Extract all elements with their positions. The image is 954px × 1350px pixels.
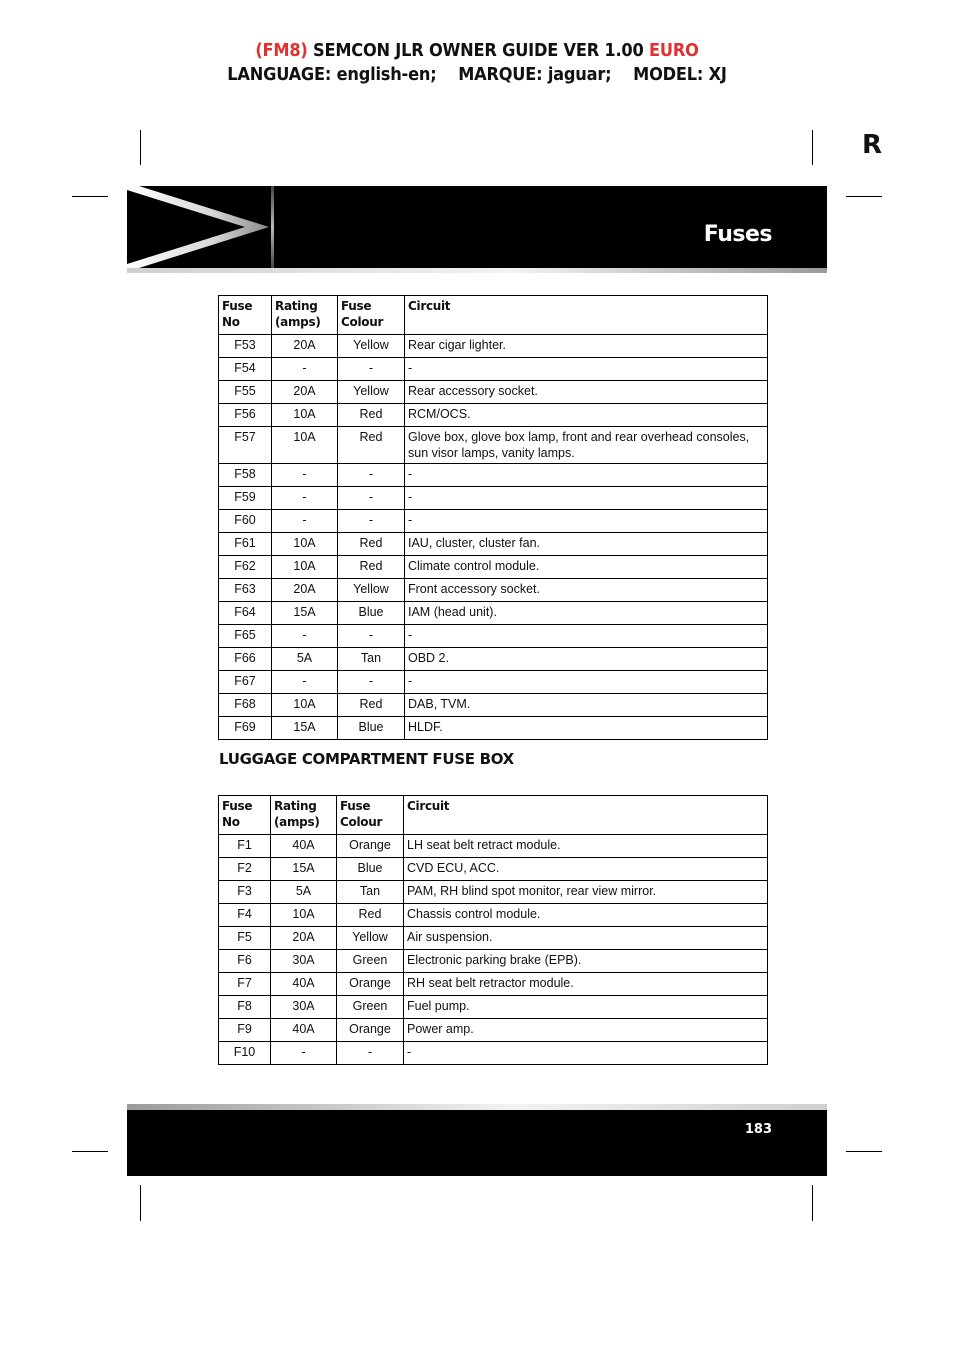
header-fuse-colour: Fuse Colour: [338, 296, 405, 335]
cell-rating: 10A: [272, 556, 338, 579]
cell-rating: -: [272, 464, 338, 487]
crop-mark: [72, 1151, 108, 1152]
crop-mark: [140, 130, 141, 165]
cell-circuit: Rear accessory socket.: [405, 381, 768, 404]
doc-header-main: SEMCON JLR OWNER GUIDE VER 1.00: [307, 40, 650, 61]
cell-circuit: -: [405, 487, 768, 510]
cell-fuse-colour: Blue: [337, 858, 404, 881]
cell-rating: 40A: [271, 1019, 337, 1042]
doc-header-line1: [0, 40, 954, 61]
header-fuse-no: Fuse No: [219, 796, 271, 835]
table-row: [219, 381, 768, 404]
cell-rating: 15A: [271, 858, 337, 881]
cell-circuit: -: [405, 510, 768, 533]
cell-circuit: OBD 2.: [405, 648, 768, 671]
cell-rating: 15A: [272, 717, 338, 740]
cell-fuse-colour: Blue: [338, 602, 405, 625]
cell-circuit: Climate control module.: [405, 556, 768, 579]
cell-fuse-no: F1: [219, 835, 271, 858]
cell-fuse-colour: Red: [338, 533, 405, 556]
cell-rating: 20A: [272, 579, 338, 602]
cell-fuse-no: F67: [219, 671, 272, 694]
cell-fuse-colour: Red: [338, 404, 405, 427]
table-header-row: [219, 296, 768, 335]
cell-fuse-colour: -: [338, 671, 405, 694]
crop-mark: [812, 130, 813, 165]
cell-fuse-colour: Yellow: [338, 335, 405, 358]
header-fuse-colour: Fuse Colour: [337, 796, 404, 835]
table-row: [219, 950, 768, 973]
crop-mark: [812, 1185, 813, 1221]
cell-circuit: -: [405, 671, 768, 694]
cell-fuse-no: F54: [219, 358, 272, 381]
cell-fuse-no: F69: [219, 717, 272, 740]
cell-fuse-no: F68: [219, 694, 272, 717]
cell-circuit: RH seat belt retractor module.: [404, 973, 768, 996]
table-row: [219, 625, 768, 648]
header-fuse-no: Fuse No: [219, 296, 272, 335]
cell-fuse-colour: Orange: [337, 973, 404, 996]
table-row: [219, 835, 768, 858]
crop-mark: [846, 196, 882, 197]
cell-circuit: DAB, TVM.: [405, 694, 768, 717]
cell-fuse-colour: -: [338, 510, 405, 533]
cell-rating: -: [272, 625, 338, 648]
header-divider: [271, 186, 274, 268]
table-row: [219, 648, 768, 671]
cell-fuse-no: F10: [219, 1042, 271, 1065]
table-row: [219, 717, 768, 740]
table-row: [219, 671, 768, 694]
section-header-band: [127, 186, 827, 268]
cell-fuse-colour: Red: [338, 556, 405, 579]
cell-rating: -: [272, 487, 338, 510]
cell-fuse-no: F58: [219, 464, 272, 487]
table-row: [219, 1019, 768, 1042]
table-row: [219, 858, 768, 881]
cell-circuit: Fuel pump.: [404, 996, 768, 1019]
cell-rating: 10A: [272, 694, 338, 717]
cell-circuit: -: [404, 1042, 768, 1065]
luggage-fuse-box-heading: LUGGAGE COMPARTMENT FUSE BOX: [219, 750, 514, 768]
table-row: [219, 510, 768, 533]
cell-circuit: -: [405, 464, 768, 487]
cell-circuit: Rear cigar lighter.: [405, 335, 768, 358]
table-row: [219, 904, 768, 927]
cell-fuse-colour: -: [338, 464, 405, 487]
cell-fuse-colour: -: [338, 625, 405, 648]
passenger-fuse-table: [218, 295, 768, 740]
cell-rating: 20A: [271, 927, 337, 950]
cell-fuse-no: F56: [219, 404, 272, 427]
cell-fuse-colour: Orange: [337, 1019, 404, 1042]
header-rating: Rating (amps): [271, 796, 337, 835]
cell-rating: 40A: [271, 835, 337, 858]
table-header-row: [219, 796, 768, 835]
cell-fuse-no: F5: [219, 927, 271, 950]
cell-fuse-no: F61: [219, 533, 272, 556]
cell-fuse-colour: -: [338, 487, 405, 510]
cell-fuse-no: F9: [219, 1019, 271, 1042]
cell-fuse-colour: Red: [338, 427, 405, 464]
cell-rating: -: [272, 510, 338, 533]
cell-fuse-colour: Orange: [337, 835, 404, 858]
cell-fuse-no: F63: [219, 579, 272, 602]
doc-header-line2: LANGUAGE: english-en; MARQUE: jaguar; MODEL: XJ: [227, 64, 727, 85]
cell-rating: 20A: [272, 381, 338, 404]
cell-circuit: Electronic parking brake (EPB).: [404, 950, 768, 973]
cell-circuit: RCM/OCS.: [405, 404, 768, 427]
cell-fuse-no: F8: [219, 996, 271, 1019]
crop-mark: [140, 1185, 141, 1221]
table-row: [219, 694, 768, 717]
cell-fuse-colour: Green: [337, 996, 404, 1019]
table-row: [219, 881, 768, 904]
table-row: [219, 1042, 768, 1065]
cell-fuse-colour: Red: [338, 694, 405, 717]
cell-circuit: Chassis control module.: [404, 904, 768, 927]
cell-rating: 10A: [272, 533, 338, 556]
cell-fuse-no: F4: [219, 904, 271, 927]
cell-circuit: IAU, cluster, cluster fan.: [405, 533, 768, 556]
cell-rating: -: [272, 671, 338, 694]
cell-circuit: Power amp.: [404, 1019, 768, 1042]
table-row: [219, 335, 768, 358]
cell-fuse-no: F66: [219, 648, 272, 671]
table-row: [219, 602, 768, 625]
cell-rating: 10A: [272, 404, 338, 427]
cell-circuit: CVD ECU, ACC.: [404, 858, 768, 881]
table-row: [219, 579, 768, 602]
cell-fuse-no: F62: [219, 556, 272, 579]
footer-band: [127, 1110, 827, 1176]
cell-rating: 10A: [271, 904, 337, 927]
cell-rating: 30A: [271, 950, 337, 973]
cell-circuit: Glove box, glove box lamp, front and rear overhead consoles, sun visor lamps, vanity lamps.: [405, 427, 768, 464]
cell-fuse-no: F55: [219, 381, 272, 404]
crop-mark: [846, 1151, 882, 1152]
cell-circuit: Air suspension.: [404, 927, 768, 950]
cell-fuse-colour: Yellow: [338, 579, 405, 602]
table-row: [219, 996, 768, 1019]
cell-fuse-colour: Blue: [338, 717, 405, 740]
cell-fuse-no: F59: [219, 487, 272, 510]
table-row: [219, 973, 768, 996]
chevron-arrow-graphic: [127, 186, 273, 268]
table-row: [219, 533, 768, 556]
cell-fuse-no: F64: [219, 602, 272, 625]
cell-fuse-no: F53: [219, 335, 272, 358]
cell-fuse-no: F6: [219, 950, 271, 973]
cell-fuse-colour: Yellow: [337, 927, 404, 950]
cell-rating: 5A: [271, 881, 337, 904]
side-marker: R: [862, 130, 883, 160]
table-row: [219, 464, 768, 487]
cell-rating: 15A: [272, 602, 338, 625]
doc-header-prefix: (FM8): [255, 40, 308, 61]
cell-circuit: -: [405, 358, 768, 381]
cell-fuse-colour: Red: [337, 904, 404, 927]
header-circuit: Circuit: [405, 296, 768, 335]
cell-circuit: Front accessory socket.: [405, 579, 768, 602]
crop-mark: [72, 196, 108, 197]
header-shine: [127, 268, 827, 273]
cell-circuit: LH seat belt retract module.: [404, 835, 768, 858]
cell-circuit: -: [405, 625, 768, 648]
cell-fuse-colour: -: [337, 1042, 404, 1065]
table-row: [219, 927, 768, 950]
page-number: 183: [744, 1122, 772, 1137]
table-row: [219, 487, 768, 510]
cell-circuit: PAM, RH blind spot monitor, rear view mirror.: [404, 881, 768, 904]
cell-fuse-no: F60: [219, 510, 272, 533]
header-circuit: Circuit: [404, 796, 768, 835]
table-row: [219, 556, 768, 579]
header-rating: Rating (amps): [272, 296, 338, 335]
cell-fuse-no: F65: [219, 625, 272, 648]
footer-shine: [127, 1104, 827, 1110]
table-row: [219, 427, 768, 464]
cell-rating: 20A: [272, 335, 338, 358]
section-title: Fuses: [703, 222, 772, 247]
cell-fuse-colour: Green: [337, 950, 404, 973]
doc-header-suffix: EURO: [649, 40, 699, 61]
cell-fuse-no: F2: [219, 858, 271, 881]
cell-rating: -: [271, 1042, 337, 1065]
cell-circuit: IAM (head unit).: [405, 602, 768, 625]
cell-rating: 10A: [272, 427, 338, 464]
table-row: [219, 404, 768, 427]
cell-rating: 30A: [271, 996, 337, 1019]
cell-fuse-no: F3: [219, 881, 271, 904]
cell-fuse-no: F7: [219, 973, 271, 996]
cell-rating: 5A: [272, 648, 338, 671]
cell-fuse-colour: Tan: [337, 881, 404, 904]
cell-rating: -: [272, 358, 338, 381]
table-row: [219, 358, 768, 381]
cell-fuse-colour: Yellow: [338, 381, 405, 404]
cell-rating: 40A: [271, 973, 337, 996]
cell-fuse-colour: -: [338, 358, 405, 381]
luggage-fuse-table: [218, 795, 768, 1065]
cell-fuse-colour: Tan: [338, 648, 405, 671]
cell-fuse-no: F57: [219, 427, 272, 464]
cell-circuit: HLDF.: [405, 717, 768, 740]
